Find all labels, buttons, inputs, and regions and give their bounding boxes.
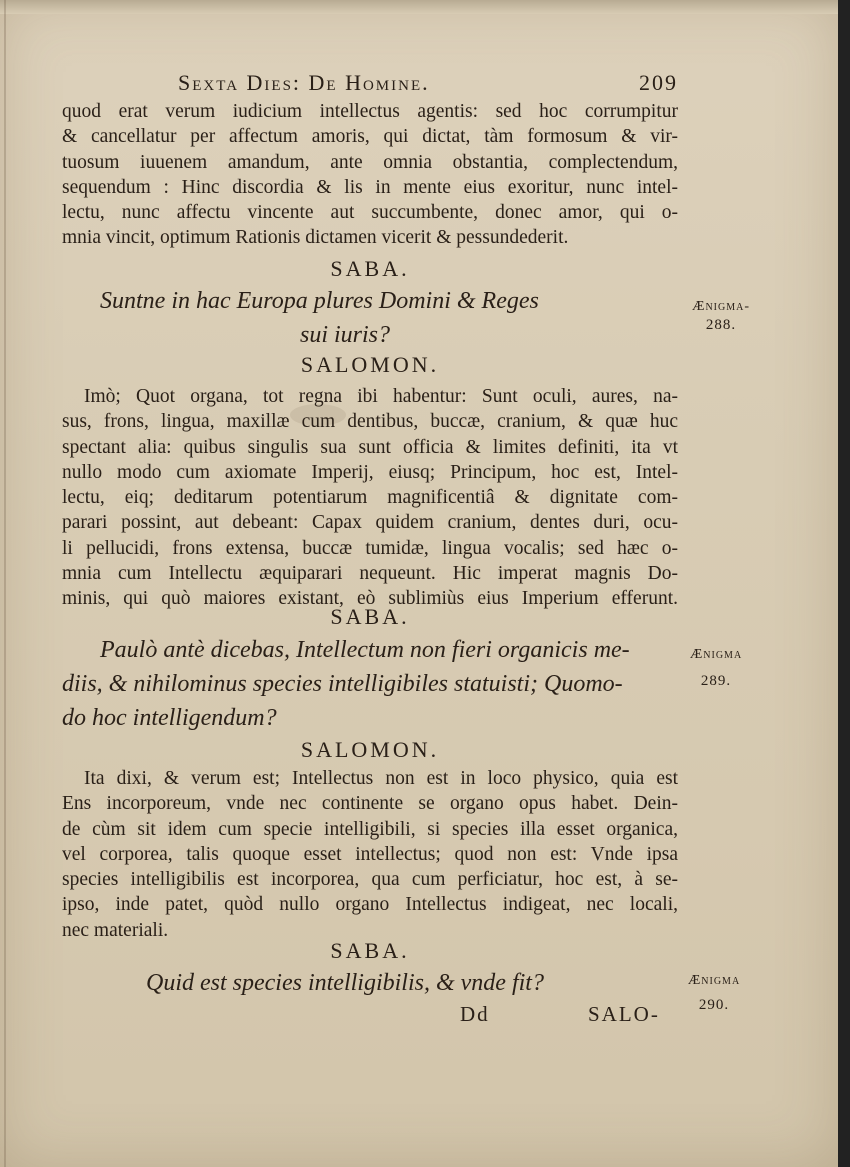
running-header [178, 70, 678, 96]
page-top-edge [0, 0, 838, 14]
text-line: sus, frons, lingua, maxillæ cum dentibus, buccæ, cranium, & quæ huc [62, 411, 678, 433]
text-line: species intelligibilis est incorporea, qua cum perficiatur, hoc est, à se- [62, 869, 678, 891]
scan-border [838, 0, 850, 1167]
text-line: ipso, inde patet, quòd nullo organo Intellectus indigeat, nec locali, [62, 894, 678, 916]
text-line: minis, qui quò maiores existant, eò sublimiùs eius Imperium efferunt. [62, 588, 678, 610]
running-title: Sexta Dies: De Homine. [178, 70, 430, 95]
text-line: lectu, eiq; deditarum potentiarum magnificentiâ & dignitate com- [62, 487, 678, 509]
speaker-salomon: SALOMON. [300, 352, 440, 377]
text-line: tuosum iuuenem amandum, ante omnia obstantia, complectendum, [62, 151, 678, 173]
page-binding-shadow [4, 0, 6, 1167]
question-line: diis, & nihilominus species intelligibiles statuisti; Quomo- [62, 671, 623, 697]
margin-note-label: Ænigma- [692, 299, 750, 314]
paragraph-3 [62, 766, 678, 943]
margin-note-number: 290. [698, 997, 730, 1013]
speaker-saba: SABA. [330, 938, 410, 963]
text-line: & cancellatur per affectum amoris, qui dictat, tàm formosum & vir- [62, 126, 678, 148]
question-290: Quid est species intelligibilis, & vnde fit? [146, 970, 544, 996]
speaker-saba: SABA. [330, 256, 410, 281]
margin-note-288 [676, 298, 766, 334]
text-line: spectant alia: quibus singulis sua sunt officia & limites definiti, ita vt [62, 436, 678, 458]
text-line: Ens incorporeum, vnde nec continente se organo opus habet. Dein- [62, 793, 678, 815]
page-number: 209 [639, 70, 678, 95]
text-line: mnia cum Intellectu æquiparari nequeunt. Hic imperat magnis Do- [62, 563, 678, 585]
margin-note-label: Ænigma [689, 647, 743, 662]
text-line: sequendum : Hinc discordia & lis in mente eius exoritur, nunc intel- [62, 176, 678, 198]
margin-note-289 [674, 646, 758, 690]
text-line: parari possint, aut debeant: Capax quidem cranium, dentes duri, ocu- [62, 512, 678, 534]
speaker-saba: SABA. [330, 604, 410, 629]
catchword: SALO- [588, 1002, 660, 1026]
signature-mark: Dd [460, 1002, 490, 1026]
question-289 [62, 633, 670, 735]
text-line: li pellucidi, frons extensa, buccæ tumidæ, lingua vocalis; sed hæc o- [62, 537, 678, 559]
text-line: quod erat verum iudicium intellectus agentis: sed hoc corrumpitur [62, 101, 678, 122]
question-288-line-2: sui iuris? [300, 322, 391, 348]
speaker-salomon: SALOMON. [300, 737, 440, 762]
text-line: lectu, nunc affectu vincente aut succumbente, donec amor, qui o- [62, 202, 678, 224]
text-line: nec materiali. [62, 919, 169, 941]
margin-note-290 [672, 972, 756, 1014]
text-line: vel corporea, talis quoque esset intellectus; quod non est: Vnde ipsa [62, 843, 678, 865]
paragraph-2 [62, 384, 678, 612]
margin-note-label: Ænigma [687, 973, 741, 988]
margin-note-number: 289. [700, 673, 732, 689]
margin-note-number: 288. [705, 317, 737, 333]
text-line: Ita dixi, & verum est; Intellectus non est in loco physico, quia est [84, 768, 678, 789]
text-line: Imò; Quot organa, tot regna ibi habentur: Sunt oculi, aures, na- [84, 386, 678, 407]
paragraph-1 [62, 99, 678, 251]
question-line: Paulò antè dicebas, Intellectum non fieri organicis me- [100, 637, 630, 663]
text-line: de cùm sit idem cum specie intelligibili, si species illa esset organica, [62, 818, 678, 840]
question-line: do hoc intelligendum? [62, 705, 277, 731]
question-288-line-1: Suntne in hac Europa plures Domini & Reges [100, 288, 539, 314]
text-line: nullo modo cum axiomate Imperij, eiusq; Principum, hoc est, Intel- [62, 461, 678, 483]
text-line: mnia vincit, optimum Rationis dictamen vicerit & pessundederit. [62, 227, 569, 249]
